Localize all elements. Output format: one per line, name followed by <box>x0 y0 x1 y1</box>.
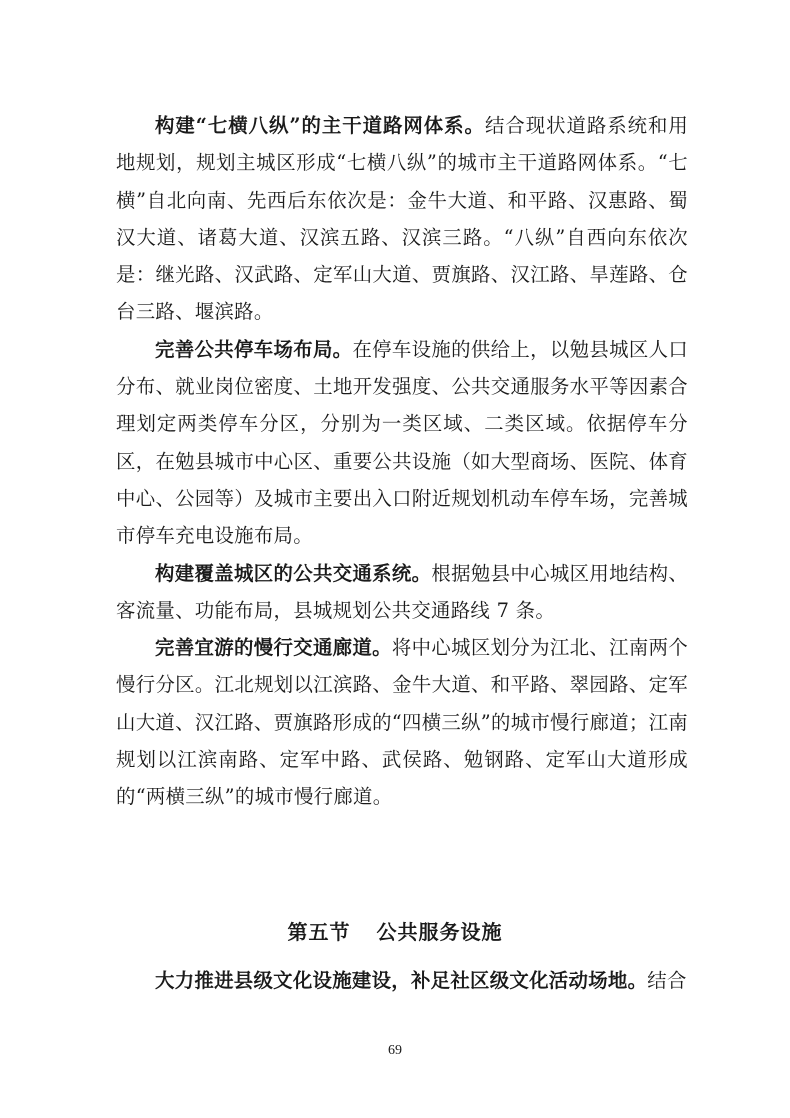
paragraph-lead: 大力推进县级文化设施建设，补足社区级文化活动场地。 <box>155 969 648 992</box>
paragraph-public-transit <box>116 555 688 630</box>
paragraph-text: 结合现状道路系统和用地规划，规划主城区形成“七横八纵”的城市主干道路网体系。“七横”自北向南、先西后东依次是：金牛大道、和平路、汉惠路、蜀汉大道、诸葛大道、汉滨五路、汉滨三路。“八纵”自西向东依次是：继光路、汉武路、定军山大道、贾旗路、汉江路、旱莲路、仓台三路、堰滨路。 <box>116 114 689 324</box>
paragraph-lead: 完善公共停车场布局。 <box>155 337 353 361</box>
paragraph-text: 根据勉县中心城区用地结构、客流量、功能布局，县城规划公共交通路线 7 条。 <box>116 561 689 622</box>
paragraph-road-network <box>116 107 688 331</box>
paragraph-text: 结合 <box>647 969 687 992</box>
paragraph-lead: 构建覆盖城区的公共交通系统。 <box>155 561 432 585</box>
paragraph-lead: 完善宜游的慢行交通廊道。 <box>155 636 392 660</box>
paragraph-lead: 构建“七横八纵”的主干道路网体系。 <box>155 114 485 137</box>
section-heading <box>0 916 790 945</box>
paragraph-culture-facilities <box>116 962 688 999</box>
paragraph-parking <box>116 331 688 555</box>
paragraph-slow-traffic <box>116 629 688 815</box>
body-text <box>116 107 688 816</box>
paragraph-text: 将中心城区划分为江北、江南两个慢行分区。江北规划以江滨路、金牛大道、和平路、翠园路、定军山大道、汉江路、贾旗路形成的“四横三纵”的城市慢行廊道；江南规划以江滨南路、定军中路、武侯路、勉钢路、定军山大道形成的“两横三纵”的城市慢行廊道。 <box>116 636 689 809</box>
paragraph-text: 在停车设施的供给上，以勉县城区人口分布、就业岗位密度、土地开发强度、公共交通服务水平等因素合理划定两类停车分区，分别为一类区域、二类区域。依据停车分区，在勉县城市中心区、重要公共设施（如大型商场、医院、体育中心、公园等）及城市主要出入口附近规划机动车停车场，完善城市停车充电设施布局。 <box>116 337 689 548</box>
section-number: 第五节 <box>287 920 351 944</box>
section-title-text: 公共服务设施 <box>376 920 503 944</box>
page-number: 69 <box>388 1043 402 1058</box>
